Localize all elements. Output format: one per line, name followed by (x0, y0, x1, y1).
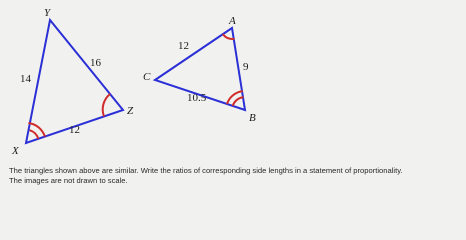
angle-mark-x-inner (30, 130, 39, 139)
side-label-yx: 14 (20, 73, 31, 85)
vertex-label-x: X (12, 145, 19, 157)
vertex-label-z: Z (127, 105, 134, 117)
vertex-label-c: C (143, 71, 151, 83)
vertex-label-a: A (229, 15, 236, 27)
vertex-label-b: B (249, 112, 256, 124)
side-label-xz: 12 (69, 124, 80, 136)
side-label-cb: 10.5 (187, 92, 207, 104)
angle-mark-z (103, 94, 110, 117)
instructions (9, 166, 461, 186)
instruction-line-2: The images are not drawn to scale. (9, 176, 128, 185)
instruction-line-1: The triangles shown above are similar. Write the ratios of corresponding side lengths in a statement of proportionality. (9, 166, 403, 175)
side-label-yz: 16 (90, 57, 101, 69)
vertex-label-y: Y (44, 7, 51, 19)
side-label-ca: 12 (178, 40, 189, 52)
side-label-ab: 9 (243, 61, 249, 73)
angle-mark-b-inner (233, 97, 244, 106)
